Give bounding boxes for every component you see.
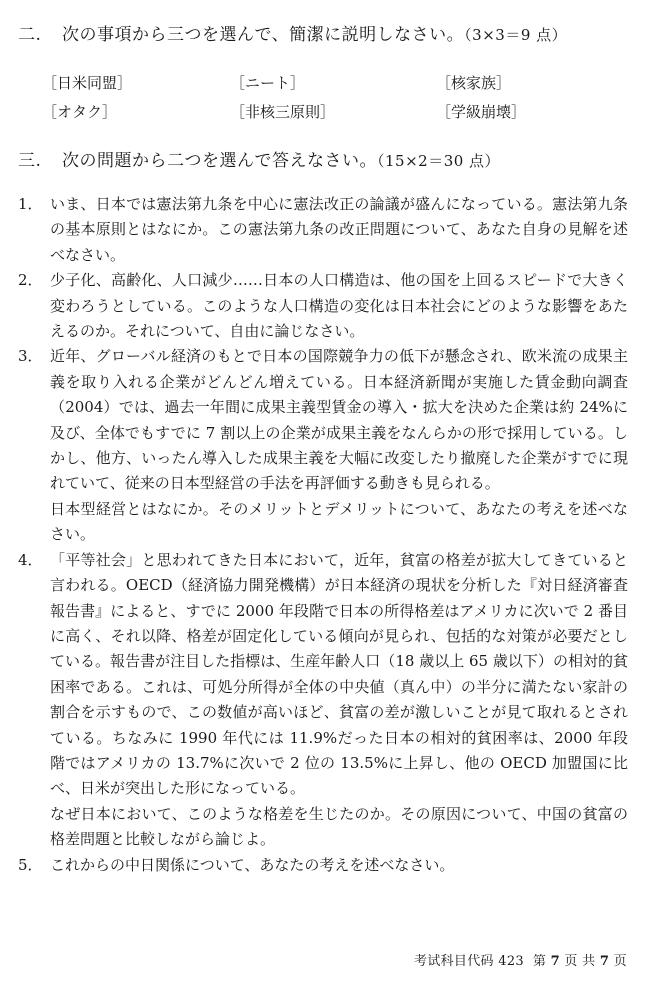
question-body bbox=[50, 548, 628, 853]
section-2-score: （3×3＝9 点） bbox=[464, 26, 568, 44]
section-3-title: 次の問題から二つを選んで答えなさい。 bbox=[62, 151, 377, 171]
question-body bbox=[50, 268, 628, 344]
page-label: 第 bbox=[532, 954, 547, 969]
question-2 bbox=[18, 268, 628, 344]
question-body bbox=[50, 192, 628, 268]
total-label: 共 bbox=[582, 954, 596, 969]
section-3-number: 三. bbox=[18, 151, 42, 171]
question-number: 1． bbox=[18, 195, 43, 213]
question-paragraph: いま、日本では憲法第九条を中心に憲法改正の論議が盛んになっている。憲法第九条の基本原則とはなにか。この憲法第九条の改正問題について、あなた自身の見解を述べなさい。 bbox=[50, 195, 628, 264]
question-list bbox=[18, 192, 628, 878]
question-paragraph: なぜ日本において、このような格差を生じたのか。その原因について、中国の貧富の格差問題と比較しながら論じよ。 bbox=[50, 804, 628, 849]
section-2-title: 次の事項から三つを選んで、簡潔に説明しなさい。 bbox=[62, 25, 465, 45]
page-unit: 页 bbox=[564, 954, 578, 969]
question-5 bbox=[18, 853, 628, 878]
question-paragraph: 「平等社会」と思われてきた日本において，近年，貧富の格差が拡大してきていると言われる。OECD（経済協力開発機構）が日本経済の現状を分析した『対日経済審査報告書』によると、すでに 2000 年段階で日本の所得格差はアメリカに次いで 2 番目に高く、それ以降、格差が固定化している傾向が見られ、包括的な対策が必要だとしている。報告書が注目した指標は、生産年齢人口（18 歳以上 65 歳以下）の相対的貧困率である。これは、可処分所得が全体の中央値（真ん中）の半分に満たない家計の割合を示すもので、この数値が高いほど、貧富の差が激しいことが見て取れるとされている。ちなみに 1990 年代には 11.9%だった日本の相対的貧困率は、2000 年段階ではアメリカの 13.7%に次いで 2 位の 13.5%に上昇し、他の OECD 加盟国に比べ、日米が突出した形になっている。 bbox=[50, 550, 628, 798]
term-item: ［非核三原則］ bbox=[230, 103, 336, 121]
term-item: ［ニート］ bbox=[230, 74, 306, 92]
question-number: 4． bbox=[18, 550, 43, 569]
question-paragraph: 少子化、高齢化、人口減少……日本の人口構造は、他の国を上回るスピードで大きく変わろうとしている。このような人口構造の変化は日本社会にどのような影響をあたえるのか。それについて、自由に論じなさい。 bbox=[50, 271, 628, 341]
question-paragraph: 日本型経営とはなにか。そのメリットとデメリットについて、あなたの考えを述べなさい。 bbox=[50, 499, 628, 544]
term-item: ［学級崩壊］ bbox=[436, 103, 527, 121]
question-4 bbox=[18, 548, 628, 853]
page-footer bbox=[414, 950, 627, 969]
term-item: ［核家族］ bbox=[436, 74, 512, 92]
section-3-score: （15×2＝30 点） bbox=[377, 152, 501, 170]
section-3-heading bbox=[18, 146, 500, 171]
question-paragraph: これからの中日関係について、あなたの考えを述べなさい。 bbox=[50, 855, 455, 874]
question-body bbox=[50, 344, 628, 547]
question-3 bbox=[18, 344, 628, 547]
total-pages: 7 bbox=[599, 954, 610, 969]
total-unit: 页 bbox=[613, 954, 627, 969]
question-1 bbox=[18, 192, 628, 268]
question-number: 3． bbox=[18, 347, 43, 366]
term-item: ［オタク］ bbox=[42, 103, 118, 121]
section-2-heading bbox=[18, 20, 567, 45]
question-number: 2． bbox=[18, 271, 43, 290]
term-list bbox=[42, 72, 642, 122]
section-2-number: 二. bbox=[18, 25, 42, 45]
question-body bbox=[50, 853, 628, 878]
page-number: 7 bbox=[550, 954, 560, 969]
question-number: 5． bbox=[18, 855, 43, 874]
question-paragraph: 近年、グローバル経済のもとで日本の国際競争力の低下が懸念され、欧米流の成果主義を取り入れる企業がどんどん増えている。日本経済新聞が実施した賃金動向調査（2004）では、過去一年間に成果主義型賃金の導入・拡大を決めた企業は約 24%に及び、全体でもすでに 7 割以上の企業が成果主義をなんらかの形で採用している。しかし、他方、いったん導入した成果主義を大幅に改変したり撤廃した企業がすでに現れていて、従来の日本型経営の手法を再評価する動きも見られる。 bbox=[50, 347, 628, 493]
term-item: ［日米同盟］ bbox=[42, 74, 133, 92]
exam-code: 考试科目代码 423 bbox=[414, 954, 524, 969]
